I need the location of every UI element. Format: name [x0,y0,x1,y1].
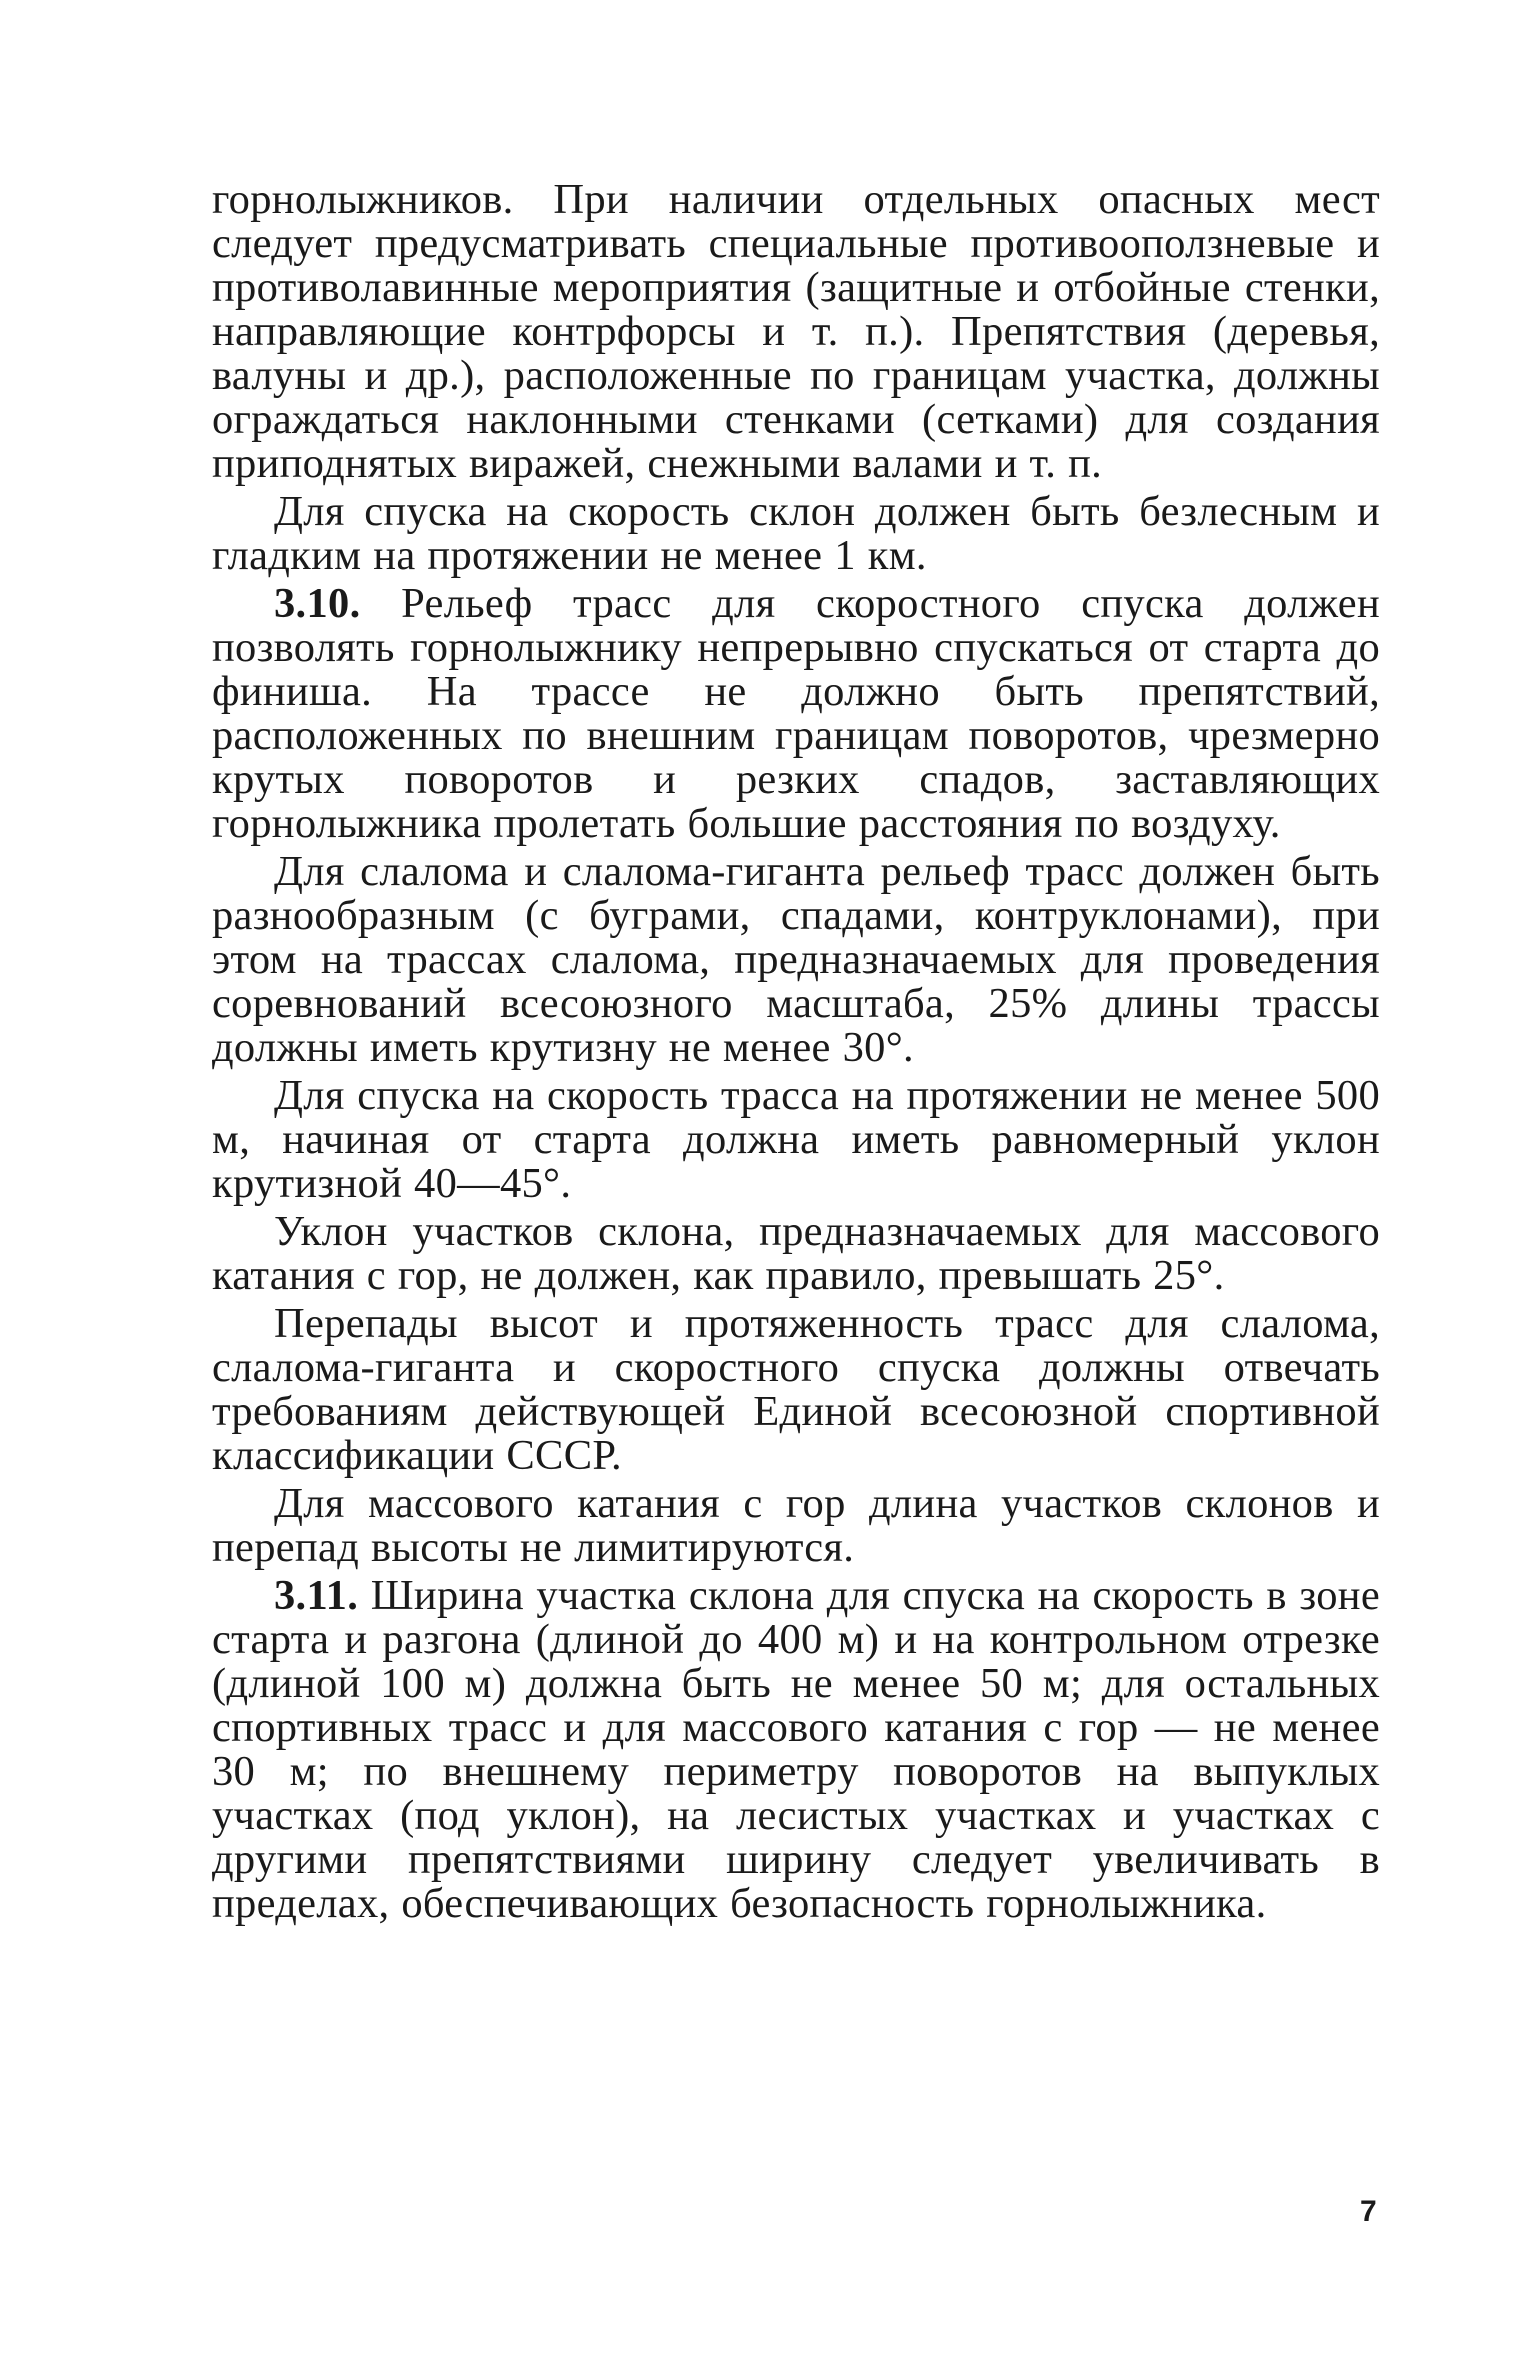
paragraph-text: Уклон участков склона, предназначаемых для массового катания с гор, не должен, как правило, превышать 25°. [212,1208,1380,1299]
clause-number: 3.10. [274,580,361,627]
paragraph-text: Ширина участка склона для спуска на скорость в зоне старта и разгона (длиной до 400 м) и на контрольном отрезке (длиной 100 м) должна быть не менее 50 м; для остальных спортивных трасс и для массового катания с гор — не менее 30 м; по внешнему периметру поворотов на выпуклых участках (под уклон), на лесистых участках и участках с другими препятствиями ширину следует увеличивать в пределах, обеспечивающих безопасность горнолыжника. [212,1572,1380,1927]
paragraph-clause-3-10 [212,582,1380,846]
paragraph-text: Для спуска на скорость трасса на протяжении не менее 500 м, начиная от старта должна иметь равномерный уклон крутизной 40—45°. [212,1072,1380,1207]
paragraph-text: Для слалома и слалома-гиганта рельеф трасс должен быть разнообразным (с буграми, спадами, контруклонами), при этом на трассах слалома, предназначаемых для проведения соревнований всесоюзного масштаба, 25% длины трассы должны иметь крутизну не менее 30°. [212,848,1380,1071]
paragraph-slalom-relief [212,850,1380,1070]
paragraph-text: горнолыжников. При наличии отдельных опасных мест следует предусматривать специальные противооползневые и противолавинные мероприятия (защитные и отбойные стенки, направляющие контрфорсы и т. п.). Препятствия (деревья, валуны и др.), расположенные по границам участка, должны ограждаться наклонными стенками (сетками) для создания приподнятых виражей, снежными валами и т. п. [212,176,1380,487]
document-page [212,178,1380,1926]
paragraph-downhill-slope [212,490,1380,578]
paragraph-text: Рельеф трасс для скоростного спуска должен позволять горнолыжнику непрерывно спускаться от старта до финиша. На трассе не должно быть препятствий, расположенных по внешним границам поворотов, чрезмерно крутых поворотов и резких спадов, заставляющих горнолыжника пролетать большие расстояния по воздуху. [212,580,1380,847]
paragraph-clause-3-11 [212,1574,1380,1926]
paragraph-height-differences [212,1302,1380,1478]
paragraph-downhill-grade [212,1074,1380,1206]
paragraph-text: Для массового катания с гор длина участков склонов и перепад высоты не лимитируются. [212,1480,1380,1571]
paragraph-mass-skiing-length [212,1482,1380,1570]
paragraph-text: Для спуска на скорость склон должен быть безлесным и гладким на протяжении не менее 1 км. [212,488,1380,579]
paragraph-mass-skiing-grade [212,1210,1380,1298]
paragraph-continuation [212,178,1380,486]
clause-number: 3.11. [274,1572,359,1619]
page-number: 7 [1360,2195,1377,2228]
paragraph-text: Перепады высот и протяженность трасс для слалома, слалома-гиганта и скоростного спуска должны отвечать требованиям действующей Единой всесоюзной спортивной классификации СССР. [212,1300,1380,1479]
